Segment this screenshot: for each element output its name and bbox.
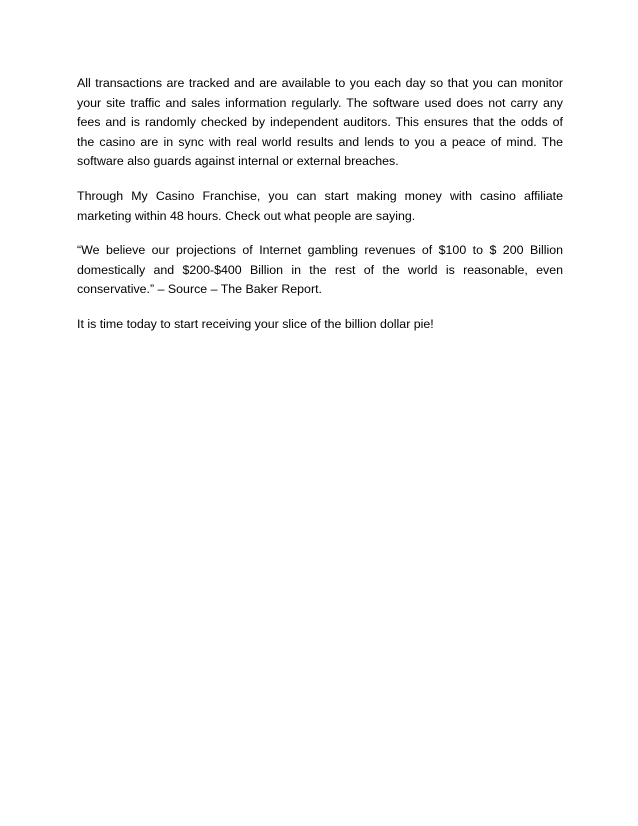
paragraph-transactions: All transactions are tracked and are available to you each day so that you can monitor your site traffic and sales information regularly. The software used does not carry any fees and is randomly checked by independent auditors. This ensures that the odds of the casino are in sync with real world results and lends to you a peace of mind. The software also guards against internal or external breaches. [77,76,563,169]
paragraph-closing: It is time today to start receiving your slice of the billion dollar pie! [77,316,434,331]
paragraph-quote: “We believe our projections of Internet gambling revenues of $100 to $ 200 Billion domestically and $200-$400 Billion in the rest of the world is reasonable, even conservative.” – Source – The Baker Report. [77,243,563,297]
document-body [77,74,563,350]
paragraph-franchise: Through My Casino Franchise, you can start making money with casino affiliate marketing within 48 hours. Check out what people are saying. [77,188,563,223]
